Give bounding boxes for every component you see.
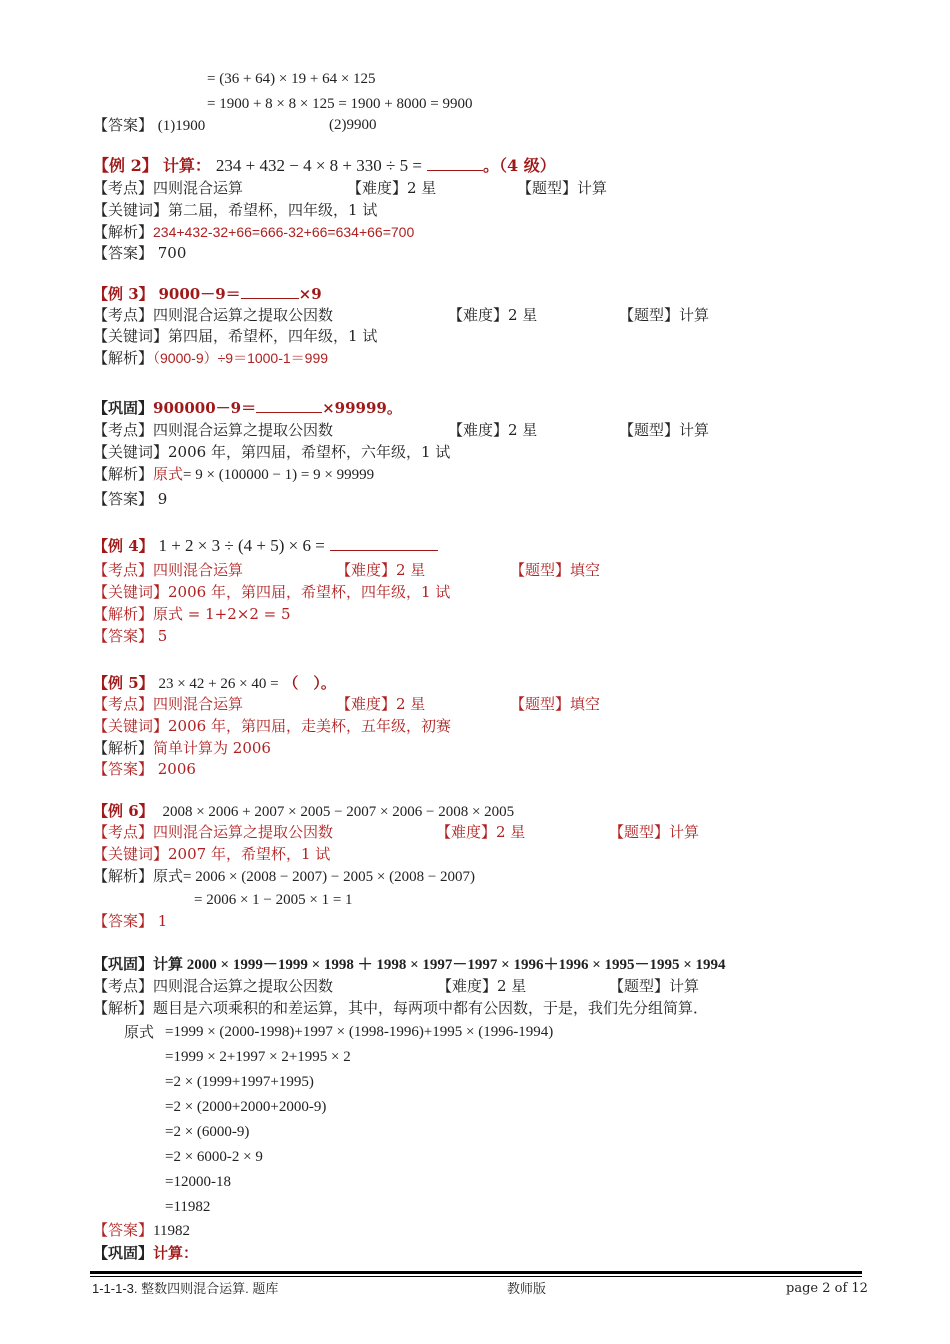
footer-page-number: page 2 of 12: [786, 1281, 868, 1296]
calc-step: =2 × (2000+2000+2000-9): [165, 1099, 327, 1115]
example-title: [93, 801, 514, 822]
answer-blank: [427, 156, 483, 171]
answer-blank: [241, 284, 299, 299]
answer-row: [93, 115, 205, 136]
tixing: 【题型】计算: [517, 179, 608, 197]
example-tail: （ ）。: [283, 674, 336, 692]
analysis: [93, 738, 271, 758]
calc-step: =2 × (6000-9): [165, 1124, 250, 1140]
answer: 【答案】 9: [93, 490, 168, 508]
example-tail: 。（4 级）: [483, 156, 556, 175]
keywords: 【关键词】2006 年，第四届，希望杯，六年级，1 试: [93, 443, 451, 461]
example-tag: 【例 3】: [93, 285, 154, 303]
footer-rule: [90, 1271, 862, 1274]
kaodian: 【考点】四则混合运算: [93, 561, 244, 579]
calc-line: = 1900 + 8 × 8 × 125 = 1900 + 8000 = 9900: [207, 96, 473, 112]
calc-step: =2 × 6000-2 × 9: [165, 1149, 263, 1165]
consolidation-tail: ×99999。: [322, 399, 402, 417]
example-expression: 23 × 42 + 26 × 40 =: [158, 676, 279, 692]
calc-step: =12000-18: [165, 1174, 231, 1190]
answer: 【答案】 2006: [93, 760, 196, 778]
analysis-tag: 【解析】: [93, 739, 154, 757]
tixing: 【题型】填空: [510, 695, 601, 713]
calc-step: =1999 × (2000-1998)+1997 × (1998-1996)+1995 × (1996-1994): [165, 1024, 554, 1040]
consolidation-title: [93, 954, 726, 975]
nandu: 【难度】2 星: [336, 561, 426, 579]
answer: 【答案】 1: [93, 912, 168, 930]
analysis-tag: 【解析】: [93, 349, 154, 367]
example-tail: ×9: [298, 285, 322, 303]
consolidation-title: [93, 1243, 198, 1263]
keywords: 【关键词】2006 年，第四届，希望杯，四年级，1 试: [93, 583, 451, 601]
analysis: [93, 866, 475, 887]
answer: 【答案】 700: [93, 244, 187, 262]
answer-value: (2)9900: [329, 117, 377, 133]
answer-value: (1)1900: [157, 118, 206, 134]
example-tag: 【例 4】: [93, 537, 154, 555]
analysis-text: 简单计算为 2006: [153, 739, 271, 757]
example-tag: 【例 6】: [93, 802, 154, 820]
calc-step: =2 × (1999+1997+1995): [165, 1074, 314, 1090]
calc-step: =11982: [165, 1199, 211, 1215]
nandu: 【难度】2 星: [437, 977, 527, 995]
example-expression: 2008 × 2006 + 2007 × 2005 − 2007 × 2006 − 2008 × 2005: [162, 804, 515, 820]
analysis-label: 原式: [153, 867, 184, 885]
analysis-label: 原式: [153, 465, 184, 483]
consolidation-lead: 计算：: [153, 1244, 199, 1262]
keywords: 【关键词】第四届，希望杯，四年级，1 试: [93, 327, 378, 345]
consolidation-expression: 计算 2000 × 1999－1999 × 1998 ＋ 1998 × 1997－1997 × 1996＋1996 × 1995－1995 × 1994: [153, 957, 726, 973]
answer-tag: 【答案】: [93, 1221, 154, 1239]
analysis: 【解析】题目是六项乘积的和差运算，其中，每两项中都有公因数，于是，我们先分组简算．: [93, 999, 709, 1017]
analysis-tag: 【解析】: [93, 465, 154, 483]
footer-edition: 教师版: [507, 1281, 547, 1296]
tixing: 【题型】计算: [619, 421, 710, 439]
nandu: 【难度】2 星: [448, 421, 538, 439]
analysis: [93, 464, 374, 485]
kaodian: 【考点】四则混合运算: [93, 179, 244, 197]
nandu: 【难度】2 星: [436, 823, 526, 841]
footer-doc-title: 1-1-1-3. 整数四则混合运算. 题库: [92, 1281, 279, 1296]
kaodian: 【考点】四则混合运算之提取公因数: [93, 823, 334, 841]
example-tag: 【例 2】: [93, 156, 158, 175]
calc-step: =1999 × 2+1997 × 2+1995 × 2: [165, 1049, 351, 1065]
consolidation-tag: 【巩固】: [93, 1244, 154, 1262]
example-expression: 234 + 432 − 4 × 8 + 330 ÷ 5 =: [215, 156, 422, 175]
example-expression: 1 + 2 × 3 ÷ (4 + 5) × 6 =: [158, 536, 325, 555]
example-title: [93, 156, 556, 176]
example-title: [93, 284, 322, 304]
kaodian: 【考点】四则混合运算之提取公因数: [93, 421, 334, 439]
answer-blank: [256, 398, 322, 413]
tixing: 【题型】计算: [619, 306, 710, 324]
footer-rule-thin: [90, 1276, 862, 1277]
step-label: 原式: [124, 1023, 155, 1041]
analysis-text: （9000-9）÷9＝1000-1＝999: [153, 350, 329, 366]
consolidation-title: [93, 398, 402, 418]
consolidation-expression: 900000－9＝: [153, 399, 257, 417]
example-expression: 9000－9＝: [158, 285, 241, 303]
analysis-tag: 【解析】: [93, 867, 154, 885]
analysis: [93, 348, 328, 368]
answer: [93, 1220, 190, 1241]
consolidation-tag: 【巩固】: [93, 399, 154, 417]
tixing: 【题型】计算: [609, 823, 700, 841]
nandu: 【难度】2 星: [336, 695, 426, 713]
example-lead: 计算：: [162, 156, 211, 175]
kaodian: 【考点】四则混合运算之提取公因数: [93, 977, 334, 995]
nandu: 【难度】2 星: [347, 179, 437, 197]
tixing: 【题型】填空: [510, 561, 601, 579]
keywords: 【关键词】第二届，希望杯，四年级，1 试: [93, 201, 378, 219]
tixing: 【题型】计算: [609, 977, 700, 995]
analysis-tag: 【解析】: [93, 223, 154, 241]
nandu: 【难度】2 星: [448, 306, 538, 324]
example-title: [93, 536, 438, 556]
analysis-text: = 2006 × (2008 − 2007) − 2005 × (2008 − 2007): [183, 869, 476, 885]
answer-blank: [330, 536, 438, 551]
analysis-text: = 9 × (100000 − 1) = 9 × 99999: [183, 467, 375, 483]
analysis: 【解析】原式 = 1+2×2 = 5: [93, 605, 291, 623]
answer-value: 11982: [153, 1223, 190, 1239]
kaodian: 【考点】四则混合运算: [93, 695, 244, 713]
analysis: [93, 222, 414, 242]
answer: 【答案】 5: [93, 627, 168, 645]
consolidation-tag: 【巩固】: [93, 955, 154, 973]
answer-tag: 【答案】: [93, 116, 154, 134]
keywords: 【关键词】2006 年，第四届，走美杯，五年级，初赛: [93, 717, 451, 735]
calc-line: = (36 + 64) × 19 + 64 × 125: [207, 71, 376, 87]
keywords: 【关键词】2007 年，希望杯，1 试: [93, 845, 331, 863]
example-tag: 【例 5】: [93, 674, 154, 692]
calc-line: = 2006 × 1 − 2005 × 1 = 1: [194, 892, 353, 908]
example-title: [93, 673, 336, 694]
kaodian: 【考点】四则混合运算之提取公因数: [93, 306, 334, 324]
analysis-text: 234+432-32+66=666-32+66=634+66=700: [153, 224, 415, 240]
